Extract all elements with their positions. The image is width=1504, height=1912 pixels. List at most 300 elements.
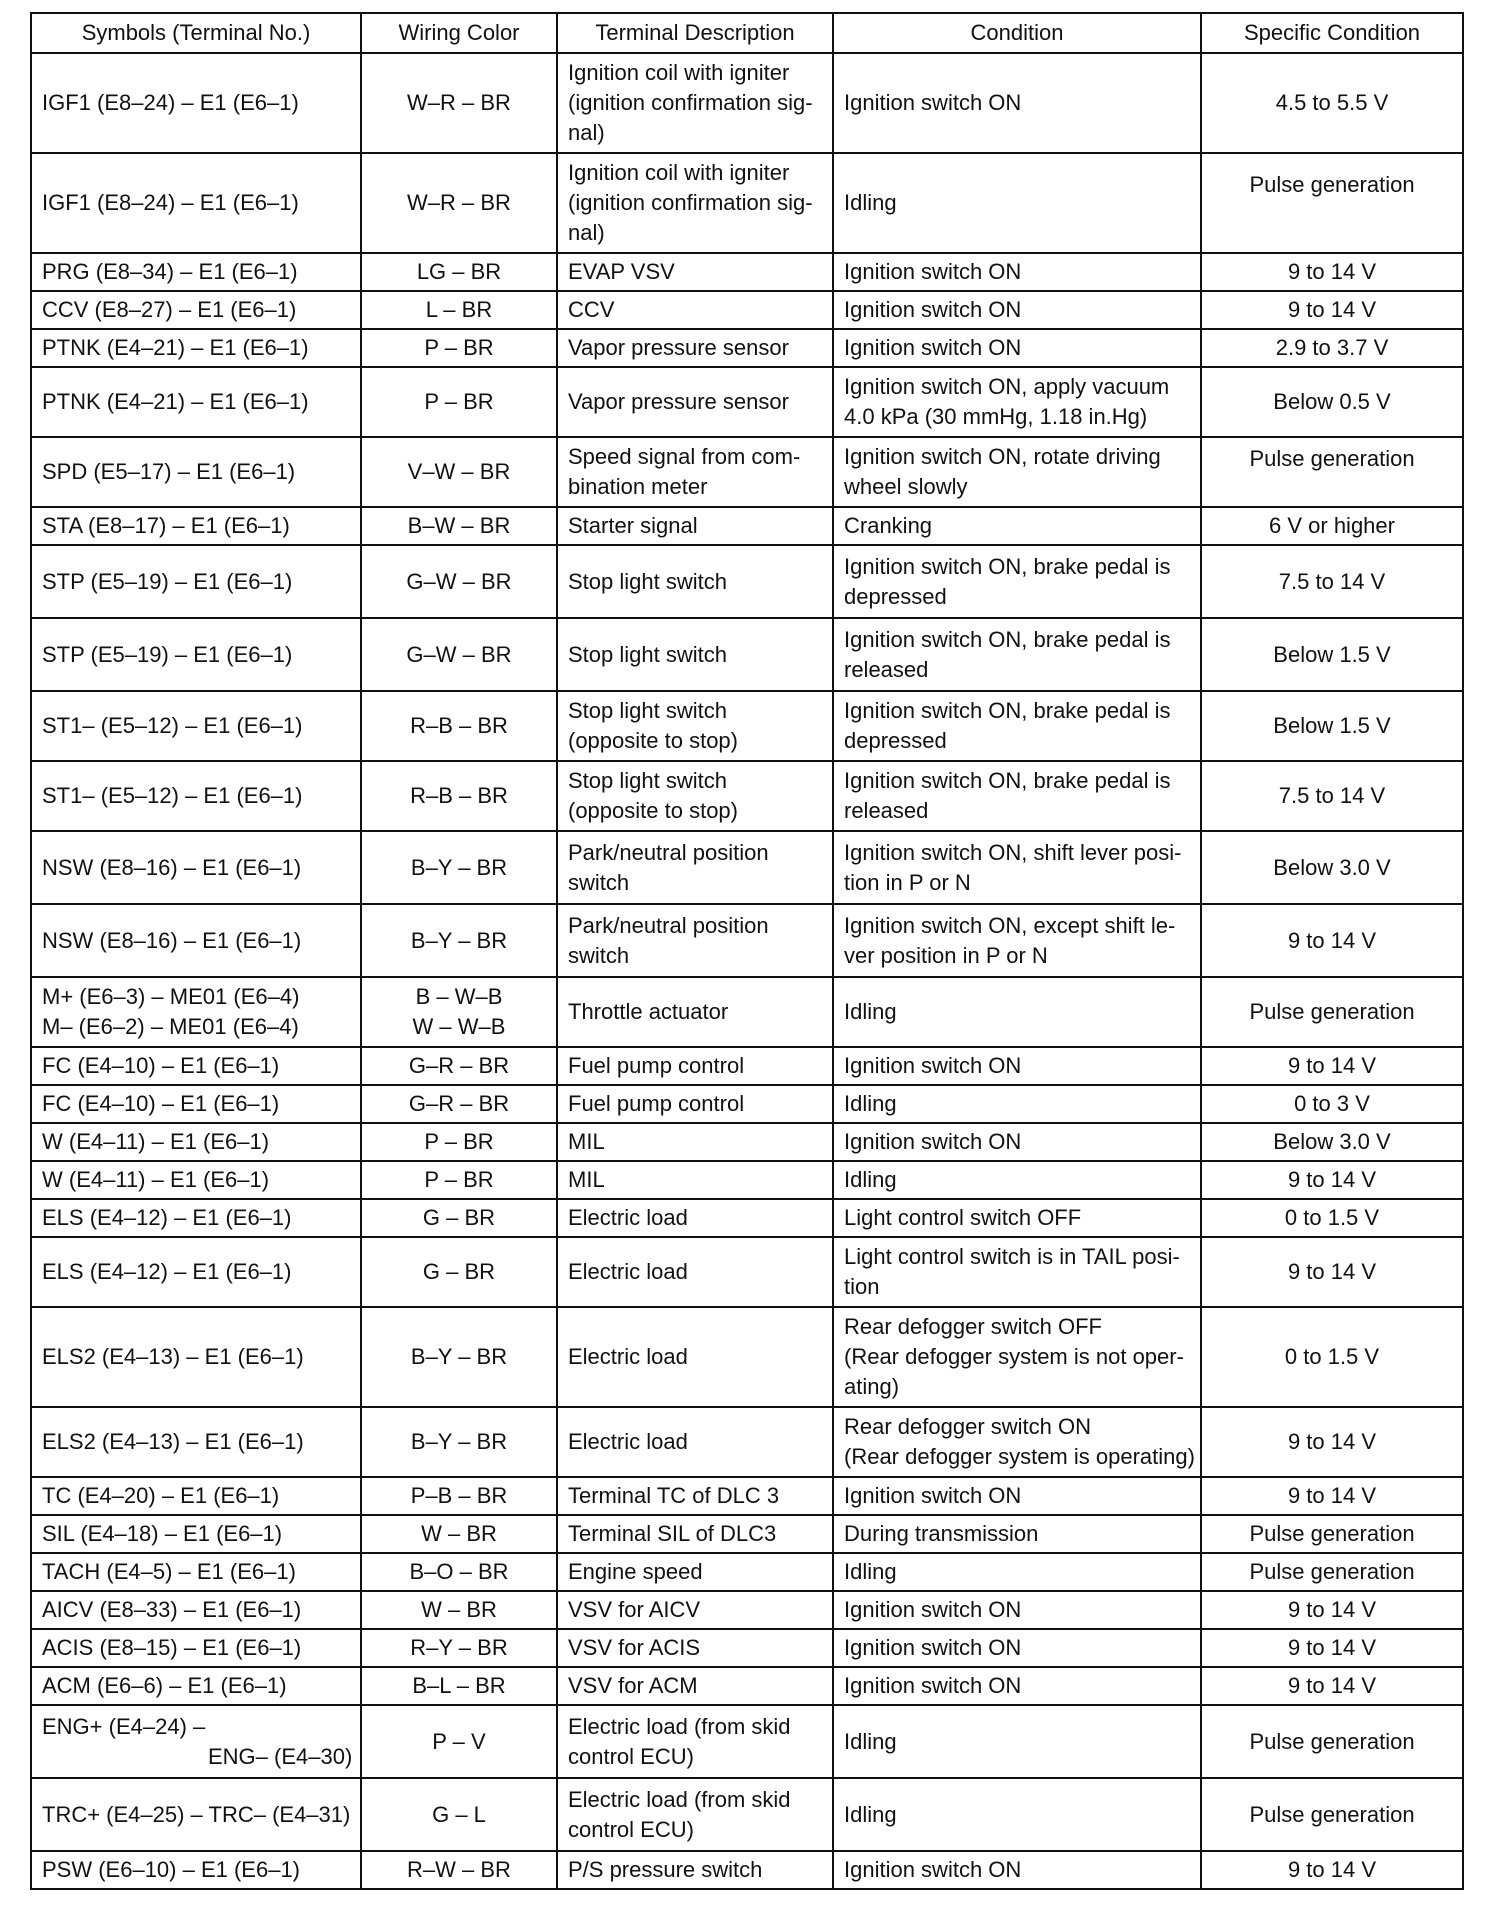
cell-specific-condition [1201, 761, 1463, 831]
cell-symbols [31, 1307, 361, 1407]
cell-specific-condition [1201, 291, 1463, 329]
cell-specific-condition [1201, 1407, 1463, 1477]
cell-condition-line: Ignition switch ON [844, 259, 1022, 284]
cell-symbols [31, 53, 361, 153]
cell-condition-line: Ignition switch ON, rotate driving [844, 444, 1161, 469]
cell-terminal-description-line: Ignition coil with igniter [568, 160, 790, 185]
cell-terminal-description [557, 618, 833, 691]
cell-condition-line: (Rear defogger system is operating) [844, 1444, 1195, 1469]
cell-terminal-description [557, 1237, 833, 1307]
cell-condition-line: Ignition switch ON, shift lever posi- [844, 839, 1182, 865]
cell-specific-condition-text: 0 to 1.5 V [1284, 1205, 1380, 1230]
cell-specific-condition [1201, 329, 1463, 367]
cell-condition-line: Ignition switch ON [844, 1673, 1022, 1698]
cell-specific-condition-text: 9 to 14 V [1287, 1167, 1377, 1192]
cell-wiring-color [361, 507, 557, 545]
cell-symbols-line: ELS2 (E4–13) – E1 (E6–1) [42, 1429, 304, 1454]
table-row [31, 1047, 1463, 1085]
cell-symbols [31, 545, 361, 618]
cell-terminal-description-line: MIL [568, 1129, 605, 1154]
cell-condition-line: Cranking [844, 513, 933, 538]
cell-specific-condition [1201, 253, 1463, 291]
cell-condition-line: Ignition switch ON [844, 90, 1022, 115]
cell-specific-condition [1201, 618, 1463, 691]
cell-condition-line: Ignition switch ON, except shift le- [844, 912, 1176, 938]
cell-wiring-color [361, 545, 557, 618]
table-row [31, 1705, 1463, 1778]
cell-condition-line: Rear defogger switch ON [844, 1414, 1091, 1439]
cell-specific-condition-text: Pulse generation [1249, 1559, 1415, 1584]
cell-specific-condition-text: 9 to 14 V [1287, 1857, 1377, 1882]
cell-terminal-description [557, 1161, 833, 1199]
table-row [31, 153, 1463, 253]
cell-specific-condition-text: 9 to 14 V [1287, 1259, 1377, 1284]
cell-wiring-color [361, 153, 557, 253]
cell-specific-condition-text: Below 3.0 V [1273, 854, 1391, 880]
cell-terminal-description-line: VSV for ACM [568, 1673, 698, 1698]
cell-terminal-description-line: Park/neutral position [568, 839, 769, 865]
cell-terminal-description-line: switch [568, 869, 630, 895]
cell-terminal-description [557, 1047, 833, 1085]
header-specific-condition: Specific Condition [1201, 13, 1463, 53]
cell-specific-condition-text: Below 1.5 V [1273, 641, 1391, 667]
cell-symbols-line: AICV (E8–33) – E1 (E6–1) [42, 1597, 302, 1622]
cell-terminal-description-line: Starter signal [568, 513, 698, 538]
cell-wiring-color-line: G–R – BR [408, 1053, 510, 1078]
table-row [31, 507, 1463, 545]
cell-condition-line: 4.0 kPa (30 mmHg, 1.18 in.Hg) [844, 404, 1148, 429]
table-row [31, 367, 1463, 437]
cell-condition [833, 329, 1201, 367]
cell-terminal-description [557, 153, 833, 253]
cell-terminal-description [557, 1778, 833, 1851]
cell-specific-condition-text: Pulse generation [1249, 1521, 1415, 1546]
cell-symbols-line: IGF1 (E8–24) – E1 (E6–1) [42, 90, 299, 115]
cell-wiring-color [361, 761, 557, 831]
cell-condition-line: Idling [844, 1801, 897, 1827]
cell-symbols [31, 977, 361, 1047]
cell-terminal-description-line: Fuel pump control [568, 1091, 745, 1116]
table-row [31, 1085, 1463, 1123]
cell-symbols [31, 437, 361, 507]
cell-terminal-description-line: CCV [568, 297, 615, 322]
cell-condition [833, 253, 1201, 291]
cell-condition [833, 1161, 1201, 1199]
cell-wiring-color-line: B–Y – BR [410, 927, 508, 953]
cell-symbols [31, 253, 361, 291]
cell-wiring-color-line: P–B – BR [410, 1483, 508, 1508]
cell-symbols [31, 1591, 361, 1629]
cell-condition-line: depressed [844, 583, 947, 609]
cell-condition [833, 1705, 1201, 1778]
cell-condition-line: Idling [844, 999, 897, 1024]
cell-condition-line: Ignition switch ON [844, 1129, 1022, 1154]
cell-symbols-line: W (E4–11) – E1 (E6–1) [42, 1167, 270, 1192]
cell-wiring-color-line: B – W–B [415, 984, 503, 1009]
cell-condition [833, 1591, 1201, 1629]
cell-specific-condition-text: 9 to 14 V [1287, 297, 1377, 322]
table-row [31, 437, 1463, 507]
cell-condition-line: Ignition switch ON [844, 335, 1022, 360]
cell-specific-condition [1201, 904, 1463, 977]
cell-condition [833, 53, 1201, 153]
cell-specific-condition [1201, 1667, 1463, 1705]
cell-condition [833, 977, 1201, 1047]
cell-condition-line: Light control switch OFF [844, 1205, 1082, 1230]
cell-terminal-description [557, 1591, 833, 1629]
cell-condition-line: Ignition switch ON [844, 1857, 1022, 1882]
cell-terminal-description [557, 1553, 833, 1591]
cell-condition [833, 153, 1201, 253]
cell-condition-line: Ignition switch ON, brake pedal is [844, 698, 1171, 723]
cell-symbols-line: PRG (E8–34) – E1 (E6–1) [42, 259, 298, 284]
cell-symbols [31, 618, 361, 691]
table-body [31, 53, 1463, 1889]
cell-specific-condition [1201, 831, 1463, 904]
cell-symbols [31, 1515, 361, 1553]
cell-wiring-color [361, 329, 557, 367]
table-row [31, 1553, 1463, 1591]
cell-symbols-line: PTNK (E4–21) – E1 (E6–1) [42, 335, 309, 360]
cell-symbols [31, 1778, 361, 1851]
cell-specific-condition-text: 9 to 14 V [1287, 1635, 1377, 1660]
cell-specific-condition-text: 9 to 14 V [1287, 927, 1377, 953]
terminal-inspection-table [30, 12, 1464, 1890]
cell-wiring-color [361, 1123, 557, 1161]
cell-wiring-color-line: P – V [432, 1728, 486, 1754]
cell-specific-condition-text: Below 0.5 V [1273, 389, 1391, 414]
cell-wiring-color-line: P – BR [424, 1167, 494, 1192]
cell-terminal-description-line: Fuel pump control [568, 1053, 745, 1078]
header-terminal-description: Terminal Description [557, 13, 833, 53]
cell-terminal-description-line: EVAP VSV [568, 259, 675, 284]
cell-symbols-line: PTNK (E4–21) – E1 (E6–1) [42, 389, 309, 414]
cell-specific-condition [1201, 1047, 1463, 1085]
cell-terminal-description-line: Stop light switch [568, 768, 727, 793]
cell-wiring-color [361, 1307, 557, 1407]
cell-condition [833, 1047, 1201, 1085]
cell-specific-condition [1201, 1591, 1463, 1629]
cell-terminal-description [557, 1407, 833, 1477]
cell-specific-condition [1201, 1851, 1463, 1889]
cell-condition [833, 1778, 1201, 1851]
cell-specific-condition [1201, 1629, 1463, 1667]
cell-condition [833, 1407, 1201, 1477]
cell-terminal-description-line: (opposite to stop) [568, 798, 738, 823]
cell-terminal-description-line: P/S pressure switch [568, 1857, 763, 1882]
cell-specific-condition-text: 7.5 to 14 V [1278, 568, 1386, 594]
cell-wiring-color-line: B–L – BR [412, 1673, 506, 1698]
cell-symbols-line: TRC+ (E4–25) – TRC– (E4–31) [42, 1801, 351, 1827]
cell-symbols-line: STP (E5–19) – E1 (E6–1) [42, 568, 293, 594]
cell-wiring-color [361, 1591, 557, 1629]
cell-symbols-line: STP (E5–19) – E1 (E6–1) [42, 641, 293, 667]
cell-terminal-description [557, 1085, 833, 1123]
table-row [31, 1515, 1463, 1553]
cell-condition-line: Ignition switch ON [844, 1635, 1022, 1660]
cell-terminal-description-line: Vapor pressure sensor [568, 335, 789, 360]
cell-wiring-color-line: W – BR [421, 1597, 497, 1622]
cell-terminal-description-line: Stop light switch [568, 698, 727, 723]
cell-wiring-color-line: P – BR [424, 1129, 494, 1154]
cell-terminal-description [557, 291, 833, 329]
cell-condition-line: Ignition switch ON, apply vacuum [844, 374, 1170, 399]
cell-specific-condition-text: Pulse generation [1249, 1801, 1415, 1827]
cell-terminal-description-line: nal) [568, 120, 605, 145]
cell-symbols-line: ELS (E4–12) – E1 (E6–1) [42, 1205, 292, 1230]
cell-wiring-color-line: W – W–B [412, 1014, 506, 1039]
cell-symbols [31, 1553, 361, 1591]
cell-wiring-color-line: W–R – BR [407, 190, 511, 215]
cell-condition [833, 1237, 1201, 1307]
cell-condition [833, 545, 1201, 618]
cell-terminal-description [557, 53, 833, 153]
cell-wiring-color [361, 904, 557, 977]
table-row [31, 1629, 1463, 1667]
cell-condition [833, 1553, 1201, 1591]
table-row [31, 1477, 1463, 1515]
cell-specific-condition-text: 9 to 14 V [1287, 259, 1377, 284]
cell-specific-condition-text: Pulse generation [1249, 1728, 1415, 1754]
cell-condition [833, 904, 1201, 977]
cell-terminal-description-line: Electric load (from skid [568, 1786, 791, 1812]
cell-symbols-line: FC (E4–10) – E1 (E6–1) [42, 1091, 280, 1116]
cell-specific-condition [1201, 1515, 1463, 1553]
cell-terminal-description-line: Terminal TC of DLC 3 [568, 1483, 780, 1508]
cell-symbols [31, 153, 361, 253]
cell-wiring-color [361, 1705, 557, 1778]
cell-wiring-color-line: R–B – BR [410, 783, 508, 808]
cell-symbols [31, 291, 361, 329]
cell-specific-condition-text: Below 1.5 V [1273, 713, 1391, 738]
cell-wiring-color [361, 1515, 557, 1553]
cell-specific-condition [1201, 1778, 1463, 1851]
cell-wiring-color [361, 1851, 557, 1889]
cell-terminal-description-line: bination meter [568, 474, 708, 499]
cell-specific-condition-text: 0 to 1.5 V [1284, 1344, 1380, 1369]
cell-terminal-description-line: Vapor pressure sensor [568, 389, 789, 414]
cell-symbols-line: IGF1 (E8–24) – E1 (E6–1) [42, 190, 299, 215]
cell-wiring-color-line: R–W – BR [407, 1857, 511, 1882]
cell-wiring-color-line: B–O – BR [409, 1559, 509, 1584]
table-row [31, 1199, 1463, 1237]
cell-wiring-color [361, 1237, 557, 1307]
cell-condition [833, 691, 1201, 761]
cell-terminal-description-line: VSV for AICV [568, 1597, 701, 1622]
cell-wiring-color [361, 1553, 557, 1591]
cell-wiring-color [361, 291, 557, 329]
cell-specific-condition-text: Below 3.0 V [1273, 1129, 1391, 1154]
cell-symbols [31, 507, 361, 545]
cell-terminal-description-line: Electric load (from skid [568, 1713, 791, 1739]
cell-condition-line: depressed [844, 728, 947, 753]
cell-terminal-description [557, 691, 833, 761]
cell-terminal-description [557, 1477, 833, 1515]
cell-condition-line: Ignition switch ON [844, 1483, 1022, 1508]
cell-wiring-color-line: G – L [432, 1801, 486, 1827]
cell-specific-condition-text: 9 to 14 V [1287, 1597, 1377, 1622]
cell-wiring-color [361, 437, 557, 507]
cell-terminal-description [557, 1629, 833, 1667]
cell-symbols-line: M+ (E6–3) – ME01 (E6–4) [42, 984, 300, 1009]
cell-terminal-description [557, 1123, 833, 1161]
cell-specific-condition [1201, 1123, 1463, 1161]
cell-condition-line: Ignition switch ON, brake pedal is [844, 626, 1171, 652]
cell-terminal-description-line: Ignition coil with igniter [568, 60, 790, 85]
cell-symbols-line: ELS2 (E4–13) – E1 (E6–1) [42, 1344, 304, 1369]
cell-symbols [31, 1477, 361, 1515]
cell-symbols-line: TC (E4–20) – E1 (E6–1) [42, 1483, 280, 1508]
cell-specific-condition [1201, 507, 1463, 545]
cell-specific-condition [1201, 1307, 1463, 1407]
cell-terminal-description-line: Terminal SIL of DLC3 [568, 1521, 777, 1546]
cell-symbols [31, 831, 361, 904]
cell-condition [833, 618, 1201, 691]
cell-terminal-description [557, 1515, 833, 1553]
cell-wiring-color [361, 831, 557, 904]
cell-terminal-description-line: (ignition confirmation sig- [568, 90, 813, 115]
cell-wiring-color-line: G – BR [422, 1259, 496, 1284]
cell-symbols [31, 367, 361, 437]
cell-wiring-color-line: B–W – BR [407, 513, 511, 538]
cell-condition-line: ver position in P or N [844, 942, 1048, 968]
cell-wiring-color-line: G–W – BR [406, 641, 512, 667]
cell-specific-condition [1201, 1553, 1463, 1591]
cell-condition-line: tion [844, 1274, 880, 1299]
cell-terminal-description [557, 253, 833, 291]
cell-specific-condition [1201, 1477, 1463, 1515]
cell-terminal-description-line: Engine speed [568, 1559, 703, 1584]
cell-terminal-description [557, 329, 833, 367]
cell-symbols-line: STA (E8–17) – E1 (E6–1) [42, 513, 290, 538]
cell-wiring-color [361, 253, 557, 291]
cell-condition [833, 507, 1201, 545]
cell-terminal-description [557, 367, 833, 437]
cell-specific-condition [1201, 545, 1463, 618]
table-row [31, 1161, 1463, 1199]
cell-condition-line: (Rear defogger system is not oper- [844, 1344, 1184, 1369]
table-row [31, 1307, 1463, 1407]
cell-condition-line: Idling [844, 190, 897, 215]
table-row [31, 1407, 1463, 1477]
cell-symbols [31, 1161, 361, 1199]
table-row [31, 1851, 1463, 1889]
cell-terminal-description [557, 507, 833, 545]
cell-wiring-color [361, 1667, 557, 1705]
cell-condition-line: tion in P or N [844, 869, 971, 895]
table-row [31, 761, 1463, 831]
cell-wiring-color [361, 367, 557, 437]
cell-terminal-description [557, 831, 833, 904]
cell-wiring-color-line: B–Y – BR [410, 1344, 508, 1369]
cell-wiring-color-line: R–B – BR [410, 713, 508, 738]
table-row [31, 253, 1463, 291]
cell-symbols [31, 1085, 361, 1123]
cell-specific-condition-text: 9 to 14 V [1287, 1429, 1377, 1454]
cell-wiring-color [361, 1629, 557, 1667]
header-condition: Condition [833, 13, 1201, 53]
cell-specific-condition-text: 2.9 to 3.7 V [1275, 335, 1389, 360]
cell-specific-condition-text: 7.5 to 14 V [1278, 783, 1386, 808]
cell-terminal-description-line: Electric load [568, 1429, 688, 1454]
cell-specific-condition [1201, 1705, 1463, 1778]
cell-terminal-description-line: Speed signal from com- [568, 444, 801, 469]
cell-specific-condition [1201, 53, 1463, 153]
cell-symbols-line: FC (E4–10) – E1 (E6–1) [42, 1053, 280, 1078]
header-symbols: Symbols (Terminal No.) [31, 13, 361, 53]
cell-condition [833, 437, 1201, 507]
cell-condition-line: Idling [844, 1091, 897, 1116]
cell-wiring-color-line: W–R – BR [407, 90, 511, 115]
cell-terminal-description-line: switch [568, 942, 630, 968]
cell-wiring-color [361, 1047, 557, 1085]
cell-wiring-color-line: V–W – BR [407, 459, 511, 484]
cell-condition-line: During transmission [844, 1521, 1039, 1546]
cell-condition-line: Ignition switch ON [844, 1053, 1022, 1078]
cell-condition-line: Idling [844, 1167, 897, 1192]
cell-terminal-description-line: control ECU) [568, 1816, 694, 1842]
table-row [31, 618, 1463, 691]
cell-terminal-description-line: nal) [568, 220, 605, 245]
table-row [31, 977, 1463, 1047]
cell-wiring-color-line: B–Y – BR [410, 1429, 508, 1454]
cell-specific-condition-text: 6 V or higher [1269, 513, 1395, 538]
cell-terminal-description-line: (ignition confirmation sig- [568, 190, 813, 215]
cell-symbols-line: ACIS (E8–15) – E1 (E6–1) [42, 1635, 302, 1660]
cell-terminal-description [557, 1667, 833, 1705]
cell-specific-condition-text: Pulse generation [1249, 999, 1415, 1024]
cell-wiring-color-line: G – BR [422, 1205, 496, 1230]
cell-condition-line: ating) [844, 1374, 900, 1399]
cell-wiring-color [361, 1199, 557, 1237]
cell-wiring-color [361, 1085, 557, 1123]
cell-symbols [31, 329, 361, 367]
cell-condition [833, 1515, 1201, 1553]
cell-symbols [31, 1199, 361, 1237]
cell-condition [833, 367, 1201, 437]
cell-condition [833, 1307, 1201, 1407]
cell-terminal-description [557, 1851, 833, 1889]
cell-wiring-color-line: P – BR [424, 335, 494, 360]
table-row [31, 291, 1463, 329]
cell-symbols-line: W (E4–11) – E1 (E6–1) [42, 1129, 270, 1154]
cell-symbols [31, 691, 361, 761]
cell-condition [833, 831, 1201, 904]
cell-condition-line: wheel slowly [844, 474, 968, 499]
cell-condition-line: released [844, 798, 929, 823]
cell-terminal-description [557, 1199, 833, 1237]
table-row [31, 1778, 1463, 1851]
cell-symbols [31, 1237, 361, 1307]
cell-wiring-color [361, 53, 557, 153]
cell-terminal-description-line: Electric load [568, 1205, 688, 1230]
cell-wiring-color-line: B–Y – BR [410, 854, 508, 880]
cell-terminal-description [557, 1705, 833, 1778]
cell-symbols-line: ELS (E4–12) – E1 (E6–1) [42, 1259, 292, 1284]
cell-specific-condition-text: Pulse generation [1249, 172, 1415, 197]
cell-terminal-description [557, 1307, 833, 1407]
cell-terminal-description-line: Park/neutral position [568, 912, 769, 938]
cell-condition [833, 761, 1201, 831]
cell-symbols [31, 1705, 361, 1778]
cell-specific-condition [1201, 153, 1463, 253]
cell-specific-condition-text: 9 to 14 V [1287, 1483, 1377, 1508]
table-row [31, 545, 1463, 618]
cell-condition [833, 1199, 1201, 1237]
cell-wiring-color [361, 977, 557, 1047]
table-row [31, 904, 1463, 977]
cell-specific-condition [1201, 1161, 1463, 1199]
